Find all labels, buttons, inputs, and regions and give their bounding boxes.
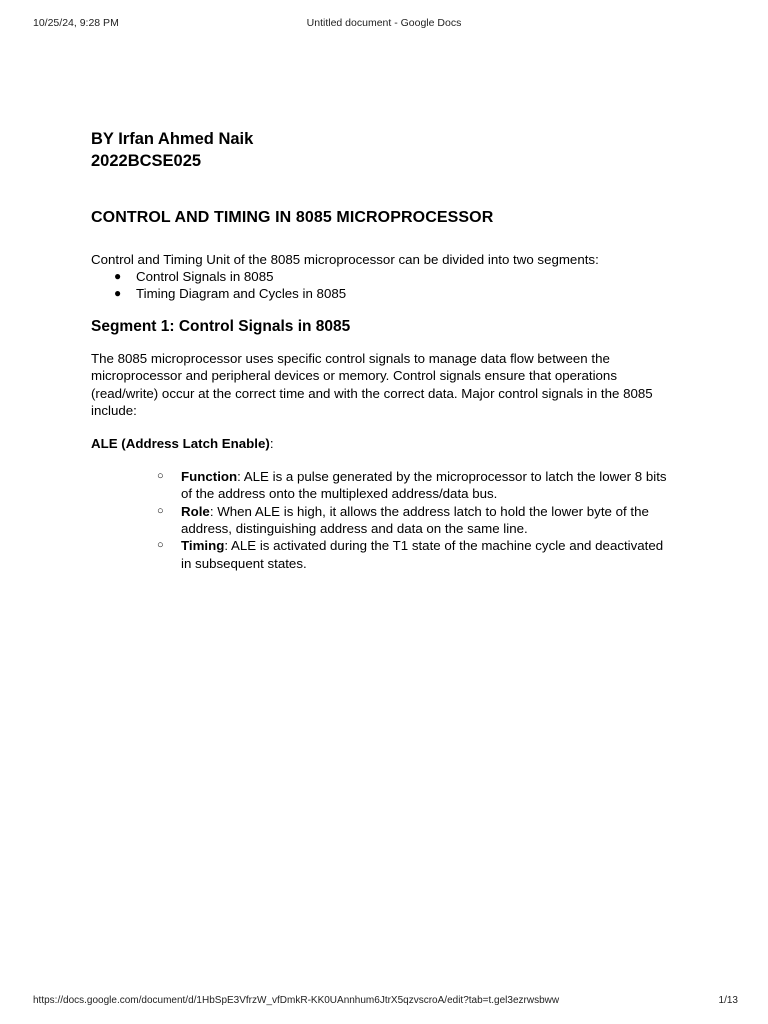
segment-1-heading: Segment 1: Control Signals in 8085 (91, 318, 351, 335)
page-number: 1/13 (718, 995, 738, 1006)
bullet-icon: ● (114, 269, 122, 283)
list-item-text: Control Signals in 8085 (136, 269, 274, 284)
list-item-text: Timing Diagram and Cycles in 8085 (136, 286, 347, 301)
segment-1-paragraph: The 8085 microprocessor uses specific control signals to manage data flow between the microprocessor and peripheral devices or memory. Control signals ensure that operations (read/write) occur at the correct time and with the correct data. Major control signals in the 8085 include: (91, 351, 653, 418)
list-item (157, 503, 677, 538)
circle-bullet-icon: ○ (157, 470, 164, 483)
print-footer (0, 995, 768, 1009)
ale-heading-tail: : (269, 436, 274, 452)
bullet-icon: ● (114, 286, 122, 300)
ale-item-text: : ALE is a pulse generated by the microprocessor to latch the lower 8 bits of the address onto the multiplexed address/data bus. (181, 469, 667, 502)
list-item (114, 285, 681, 302)
list-item (157, 468, 677, 503)
ale-heading (91, 435, 681, 452)
student-id-line: 2022BCSE025 (91, 152, 202, 170)
ale-item-term: Role (181, 503, 210, 519)
ale-heading-bold: ALE (Address Latch Enable) (91, 436, 270, 452)
print-header (0, 17, 768, 31)
list-item (114, 268, 681, 285)
list-item (157, 537, 677, 572)
print-datetime: 10/25/24, 9:28 PM (33, 17, 119, 29)
intro-paragraph: Control and Timing Unit of the 8085 microprocessor can be divided into two segments: (91, 252, 599, 267)
document-body (91, 128, 681, 572)
print-url: https://docs.google.com/document/d/1HbSpE3VfrzW_vfDmkR-KK0UAnnhum6JtrX5qzvscroA/edit?tab=t.gel3ezrwsbww (33, 995, 560, 1006)
ale-item-term: Function (181, 469, 238, 485)
ale-item-text: : ALE is activated during the T1 state of the machine cycle and deactivated in subsequent states. (181, 538, 664, 571)
ale-item-term: Timing (181, 538, 225, 554)
ale-details-list (91, 468, 677, 572)
circle-bullet-icon: ○ (157, 539, 164, 552)
circle-bullet-icon: ○ (157, 504, 164, 517)
print-doc-title: Untitled document - Google Docs (306, 17, 462, 29)
segments-list (91, 268, 681, 302)
document-title: CONTROL AND TIMING IN 8085 MICROPROCESSOR (91, 209, 494, 226)
ale-item-text: : When ALE is high, it allows the address latch to hold the lower byte of the address, distinguishing address and data on the same line. (181, 503, 649, 537)
author-line: BY Irfan Ahmed Naik (91, 130, 254, 148)
